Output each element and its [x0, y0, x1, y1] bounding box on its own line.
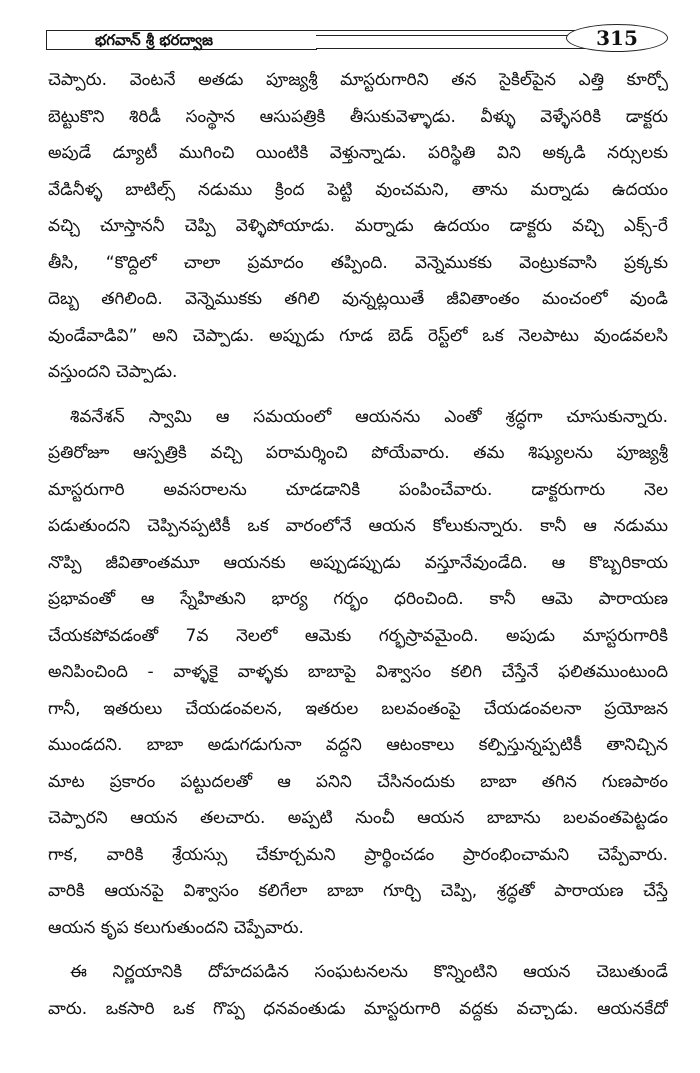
text-line: ముండదని. బాబా అడుగడుగునా వద్దని ఆటంకాలు కల్పిస్తున్నప్పటికీ తానిచ్చిన [48, 735, 668, 755]
text-line: వచ్చి చూస్తాననీ చెప్పి వెళ్ళిపోయాడు. మర్నాడు ఉదయం డాక్టరు వచ్చి ఎక్స్-రే [48, 216, 668, 236]
text-line: వుండేవాడివి” అని చెప్పాడు. అప్పుడు గూడ బెడ్ రెస్ట్‌లో ఒక నెలపాటు వుండవలసి [48, 325, 668, 346]
text-line: మాట ప్రకారం పట్టుదలతో ఆ పనిని చేసినందుకు బాబా తగిన గుణపాఠం [48, 771, 668, 792]
text-line: వస్తుందని చెప్పాడు. [48, 362, 178, 382]
text-line: గానీ, ఇతరులు చేయడంవలన, ఇతరుల బలవంతంపై చేయడంవలనా ప్రయోజన [48, 698, 668, 719]
text-line: తీసి, “కొద్దిలో చాలా ప్రమాదం తప్పింది. వెన్నెముకకు వెంట్రుకవాసి ప్రక్కకు [48, 252, 668, 273]
running-header [46, 26, 672, 52]
book-title: భగవాన్ శ్రీ భరద్వాజ [95, 31, 213, 49]
text-line: పడుతుందని చెప్పినప్పటికీ ఒక వారంలోనే ఆయన కోలుకున్నారు. కానీ ఆ నడుము [48, 516, 668, 536]
page-number: 315 [566, 24, 668, 52]
paragraph [48, 62, 668, 391]
text-line: చేయకపోవడంతో 7వ నెలలో ఆమెకు గర్భస్రావమైంది. అపుడు మాస్టరుగారికి [48, 625, 668, 646]
header-title-box [46, 30, 317, 50]
body-text [48, 62, 668, 1027]
paragraph [48, 954, 668, 1027]
text-line: ప్రతిరోజూ ఆస్పత్రికి వచ్చి పరామర్శించి పోయేవారు. తమ శిష్యులను పూజ్యశ్రీ [48, 443, 668, 463]
text-line: అపుడే డ్యూటీ ముగించి యింటికి వెళ్తున్నాడు. పరిస్థితి విని అక్కడి నర్సులకు [48, 143, 668, 163]
text-line: వారు. ఒకసారి ఒక గొప్ప ధనవంతుడు మాస్టరుగారి వద్దకు వచ్చాడు. ఆయనకేదో [48, 998, 668, 1019]
header-rule [316, 48, 616, 49]
text-line: బెట్టుకొని శిరిడీ సంస్థాన ఆసుపత్రికి తీసుకువెళ్ళాడు. వీళ్ళు వెళ్ళేసరికి డాక్టరు [48, 106, 668, 127]
paragraph [48, 399, 668, 947]
text-line: ఈ నిర్ణయానికి దోహదపడిన సంఘటనలను కొన్నింటిని ఆయన చెబుతుండే [70, 962, 668, 982]
text-line: శివనేశన్ స్వామి ఆ సమయంలో ఆయనను ఎంతో శ్రద్ధగా చూసుకున్నారు. [70, 406, 668, 427]
text-line: మాస్టరుగారి అవసరాలను చూడడానికి పంపించేవారు. డాక్టరుగారు నెల [48, 479, 668, 500]
text-line: వేడినీళ్ళ బాటిల్స్ నడుము క్రింద పెట్టి వుంచమని, తాను మర్నాడు ఉదయం [48, 179, 668, 200]
text-line: చెప్పారని ఆయన తలచారు. అప్పటి నుంచీ ఆయన బాబాను బలవంతపెట్టడం [48, 808, 668, 828]
text-line: దెబ్బ తగిలింది. వెన్నెముకకు తగిలి వున్నట్లయితే జీవితాంతం మంచంలో వుండి [48, 289, 668, 309]
text-line: గాక, వారికి శ్రేయస్సు చేకూర్చమని ప్రార్థించడం ప్రారంభించామని చెప్పేవారు. [48, 844, 668, 865]
text-line: చెప్పారు. వెంటనే అతడు పూజ్యశ్రీ మాస్టరుగారిని తన సైకిల్‌పైన ఎత్తి కూర్చో [48, 70, 668, 90]
text-line: వారికి ఆయనపై విశ్వాసం కలిగేలా బాబా గూర్చి చెప్పి, శ్రద్ధతో పారాయణ చేస్తే [48, 881, 668, 901]
text-line: ప్రభావంతో ఆ స్నేహితుని భార్య గర్భం ధరించింది. కానీ ఆమె పారాయణ [48, 589, 668, 609]
text-line: నొప్పి జీవితాంతమూ ఆయనకు అప్పుడప్పుడు వస్తూనేవుండేది. ఆ కొబ్బరికాయ [48, 552, 668, 573]
text-line: అనిపించింది - వాళ్ళకై వాళ్ళకు బాబాపై విశ్వాసం కలిగి చేస్తేనే ఫలితముంటుంది [48, 662, 668, 682]
text-line: ఆయన కృప కలుగుతుందని చెప్పేవారు. [48, 917, 304, 938]
